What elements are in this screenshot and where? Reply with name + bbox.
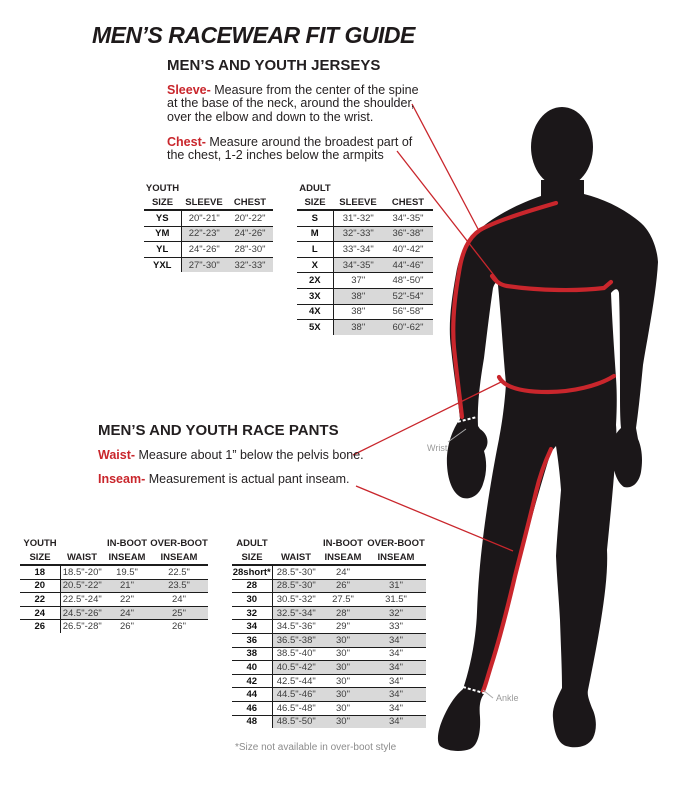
table-cell: 44.5"-46" [272, 688, 320, 702]
table-header-cell: WAIST [272, 550, 320, 565]
chest-term-label: Chest- [167, 135, 206, 149]
table-cell: 32"-33" [227, 257, 273, 272]
size-cell: 44 [232, 688, 272, 702]
adult-jersey-size-table [297, 182, 433, 335]
table-header-cell: SIZE [232, 550, 272, 565]
waist-term-label: Waist- [98, 448, 136, 462]
table-header-cell: SLEEVE [333, 195, 383, 210]
table-cell: 31"-32" [342, 212, 374, 224]
table-row [232, 620, 426, 634]
table-cell: 28.5"-30" [276, 566, 316, 578]
table-row [297, 288, 433, 304]
table-cell: 25" [150, 606, 208, 620]
table-header-cell: SIZE [144, 195, 181, 210]
table-cell: 30" [320, 661, 366, 675]
table-cell: 44"-46" [383, 257, 433, 273]
table-header-cell: IN-BOOT [106, 537, 148, 549]
table-header-cell: YOUTH [145, 183, 180, 194]
table-cell: 30" [336, 675, 350, 687]
size-cell: 4X [297, 304, 333, 320]
table-cell: 38" [333, 320, 383, 335]
table-cell: 34"-35" [333, 257, 383, 273]
size-cell: X [297, 257, 333, 273]
jerseys-section-heading: MEN’S AND YOUTH JERSEYS [167, 57, 381, 74]
table-cell: 29" [336, 621, 350, 633]
table-cell: 37" [351, 275, 366, 287]
table-cell: 20"-22" [234, 212, 266, 224]
size-cell: 22 [20, 593, 60, 607]
table-row [20, 565, 208, 579]
size-cell: 28 [232, 579, 272, 593]
table-cell: 22.5" [168, 566, 190, 578]
table-cell: 20"-21" [188, 212, 220, 224]
table-header-cell: INSEAM [104, 550, 150, 565]
table-cell: 38.5"-40" [276, 648, 316, 660]
table-header-cell [227, 182, 273, 195]
table-cell: 32"-33" [333, 226, 383, 242]
table-row [232, 593, 426, 607]
table-cell: 30" [320, 633, 366, 647]
table-header-cell: SIZE [297, 195, 333, 210]
size-cell: 48 [232, 715, 272, 728]
silhouette-head [531, 107, 593, 187]
table-row [232, 579, 426, 593]
table-row [20, 606, 208, 620]
size-cell: YS [144, 210, 181, 226]
table-row [297, 242, 433, 258]
size-cell: L [297, 242, 333, 258]
table-cell: 52"-54" [383, 288, 433, 304]
table-cell: 34" [366, 715, 426, 728]
table-row [297, 257, 433, 273]
table-row [232, 633, 426, 647]
table-row [232, 701, 426, 715]
table-cell: 46.5"-48" [276, 702, 316, 714]
size-cell: YM [144, 226, 181, 242]
table-header-cell: IN-BOOT [322, 537, 364, 549]
inseam-instruction-text: Measurement is actual pant inseam. [145, 472, 350, 486]
table-header-cell: ADULT [236, 537, 268, 549]
table-cell: 20.5"-22" [60, 579, 104, 593]
table-cell: 31.5" [385, 593, 407, 605]
table-cell: 34" [366, 633, 426, 647]
table-header-cell: YOUTH [23, 537, 57, 549]
table-row [232, 647, 426, 661]
table-cell: 24" [172, 593, 186, 605]
table-cell: 38" [333, 288, 383, 304]
table-cell: 42.5"-44" [276, 675, 316, 687]
table-header-cell: OVER-BOOT [150, 537, 208, 549]
size-cell: 46 [232, 701, 272, 715]
size-cell: YXL [144, 257, 181, 272]
sleeve-term-label: Sleeve- [167, 83, 211, 97]
size-cell: 26 [20, 620, 60, 633]
youth-jersey-size-table [144, 182, 273, 272]
table-cell: 32.5"-34" [272, 606, 320, 620]
sleeve-instruction [167, 84, 423, 124]
table-header-cell [333, 182, 383, 195]
size-cell: 5X [297, 320, 333, 335]
size-cell: 40 [232, 661, 272, 675]
table-cell: 34.5"-36" [276, 621, 316, 633]
table-row [232, 674, 426, 688]
size-cell: 34 [232, 620, 272, 634]
table-cell: 24" [336, 566, 350, 578]
size-cell: 24 [20, 606, 60, 620]
table-cell: 56"-58" [392, 306, 424, 318]
table-cell: 30" [320, 715, 366, 728]
size-cell: 38 [232, 647, 272, 661]
size-cell: 32 [232, 606, 272, 620]
table-cell: 26" [320, 579, 366, 593]
table-cell: 40.5"-42" [272, 661, 320, 675]
table-row [232, 688, 426, 702]
table-header-cell: INSEAM [320, 550, 366, 565]
table-header-cell: OVER-BOOT [367, 537, 425, 549]
table-cell: 31" [366, 579, 426, 593]
table-header-cell [60, 536, 104, 550]
ankle-label: Ankle [496, 693, 519, 703]
size-cell: 36 [232, 633, 272, 647]
silhouette-body [438, 180, 658, 751]
table-row [20, 579, 208, 593]
sleeve-instruction-text: Measure from the center of the spine at the base of the neck, around the shoulder, over the elbow and down to the wrist. [167, 83, 419, 124]
adult-pants-size-table [232, 536, 426, 728]
table-header-cell: ADULT [299, 183, 331, 194]
table-header-cell [272, 536, 320, 550]
table-cell: 33"-34" [342, 243, 374, 255]
table-row [144, 257, 273, 272]
table-row [232, 565, 426, 579]
table-cell: 27"-30" [181, 257, 227, 272]
table-header-cell [383, 182, 433, 195]
inseam-instruction [98, 473, 350, 486]
table-cell: 26" [172, 621, 186, 633]
table-cell: 38" [351, 306, 366, 318]
size-cell: S [297, 210, 333, 226]
table-row [297, 320, 433, 335]
table-cell: 22" [120, 593, 134, 605]
size-cell: 20 [20, 579, 60, 593]
table-cell: 30" [336, 702, 350, 714]
table-cell: 24"-26" [188, 243, 220, 255]
table-row [144, 242, 273, 258]
table-row [297, 273, 433, 289]
inseam-term-label: Inseam- [98, 472, 146, 486]
table-cell: 30" [336, 648, 350, 660]
table-header-cell: SLEEVE [181, 195, 227, 210]
table-row [232, 715, 426, 728]
table-cell: 48.5"-50" [272, 715, 320, 728]
table-cell: 30.5"-32" [276, 593, 316, 605]
table-row [297, 210, 433, 226]
table-cell: 34" [389, 702, 403, 714]
chest-instruction-text: Measure around the broadest part of the chest, 1-2 inches below the armpits [167, 135, 413, 163]
table-cell: 34" [389, 675, 403, 687]
table-cell: 21" [104, 579, 150, 593]
table-cell: 24" [104, 606, 150, 620]
size-footnote: *Size not available in over-boot style [235, 742, 397, 753]
table-cell: 22.5"-24" [62, 593, 102, 605]
table-row [20, 593, 208, 607]
table-row [297, 304, 433, 320]
table-cell: 28.5"-30" [272, 579, 320, 593]
table-header-cell [181, 182, 227, 195]
pants-section-heading: MEN’S AND YOUTH RACE PANTS [98, 422, 339, 439]
table-cell: 27.5" [332, 593, 354, 605]
table-cell: 34" [366, 661, 426, 675]
table-header-cell: WAIST [60, 550, 104, 565]
youth-pants-size-table [20, 536, 208, 633]
table-header-cell: CHEST [227, 195, 273, 210]
table-cell: 30" [320, 688, 366, 702]
table-cell: 18.5"-20" [62, 566, 102, 578]
size-cell: YL [144, 242, 181, 258]
table-cell: 60"-62" [383, 320, 433, 335]
table-cell: 19.5" [116, 566, 138, 578]
table-cell: 34" [389, 648, 403, 660]
table-row [144, 226, 273, 242]
chest-instruction [167, 136, 423, 163]
size-cell: 3X [297, 288, 333, 304]
table-cell: 24.5"-26" [60, 606, 104, 620]
size-cell: 28short* [232, 566, 271, 578]
table-cell: 40"-42" [392, 243, 424, 255]
table-cell: 26.5"-28" [62, 621, 102, 633]
table-row [297, 226, 433, 242]
page-title: MEN’S RACEWEAR FIT GUIDE [92, 22, 415, 48]
table-cell: 24"-26" [227, 226, 273, 242]
waist-instruction-text: Measure about 1” below the pelvis bone. [135, 448, 364, 462]
table-header-cell: CHEST [383, 195, 433, 210]
table-row [144, 210, 273, 226]
table-header-cell: INSEAM [150, 550, 208, 565]
table-cell: 22"-23" [181, 226, 227, 242]
table-cell: 32" [366, 606, 426, 620]
table-cell: 28" [320, 606, 366, 620]
waist-instruction [98, 449, 364, 462]
table-cell: 33" [389, 621, 403, 633]
table-row [20, 620, 208, 633]
size-cell: 30 [232, 593, 272, 607]
table-cell: 36"-38" [383, 226, 433, 242]
size-cell: M [297, 226, 333, 242]
table-cell: 48"-50" [392, 275, 424, 287]
size-cell: 2X [297, 273, 333, 289]
table-cell: 34"-35" [392, 212, 424, 224]
table-header-cell: INSEAM [366, 550, 426, 565]
table-header-cell: SIZE [20, 550, 60, 565]
table-cell: 28"-30" [234, 243, 266, 255]
size-cell: 42 [232, 674, 272, 688]
table-cell: 26" [120, 621, 134, 633]
table-cell: 34" [366, 688, 426, 702]
table-row [232, 661, 426, 675]
table-cell [366, 565, 426, 579]
table-cell: 23.5" [150, 579, 208, 593]
table-cell: 36.5"-38" [272, 633, 320, 647]
table-row [232, 606, 426, 620]
wrist-label: Wrist [427, 443, 448, 453]
size-cell: 18 [20, 565, 60, 579]
